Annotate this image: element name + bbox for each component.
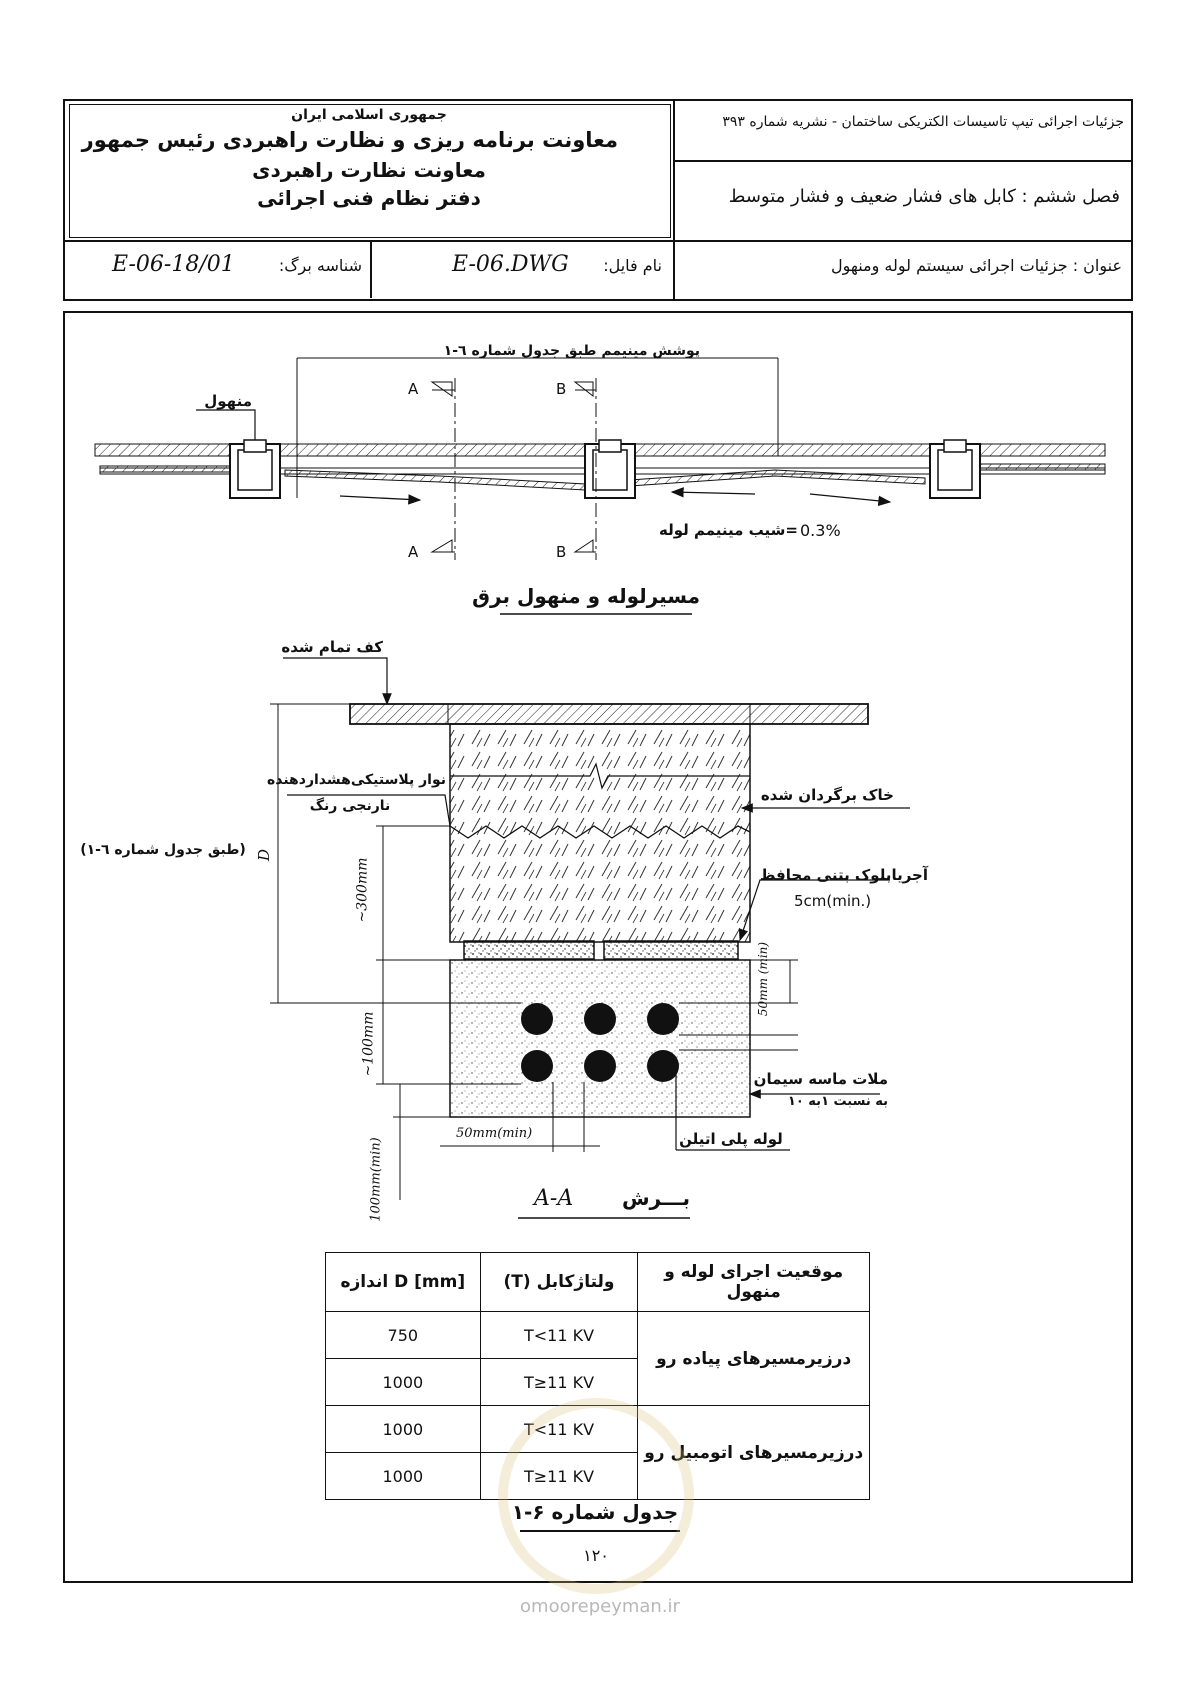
table-header-d: [mm] D اندازه — [326, 1253, 481, 1312]
table-cell-d: 1000 — [326, 1406, 481, 1453]
section-aa — [270, 658, 910, 1218]
warning-tape-label-1: نوار پلاستیکی‌هشدار‌دهنده — [266, 772, 446, 788]
dim-50-horizontal: 50mm(min) — [456, 1126, 533, 1141]
section-a-bottom: A — [408, 543, 419, 561]
brick-label-1: آجریابلوک بتنی محافظ — [759, 866, 928, 884]
pipe-route-profile — [95, 358, 1105, 560]
file-name: E-06.DWG — [452, 252, 569, 277]
depth-reference: (طبق جدول شماره ٦-١) — [80, 842, 246, 858]
section-caption-word: بـــرش — [621, 1186, 690, 1210]
warning-tape-label-2: نارنجی رنگ — [309, 798, 391, 814]
table-cell-voltage: T<11 KV — [480, 1406, 638, 1453]
page-number: ١٢٠ — [583, 1546, 609, 1565]
slope-label: =شیب مینیمم لوله — [658, 521, 798, 539]
manhole-label: منهول — [204, 392, 252, 410]
plan-caption: مسیرلوله و منهول برق — [472, 584, 700, 608]
slope-value: 0.3% — [800, 521, 841, 540]
manhole-right — [930, 440, 980, 498]
file-name-label: نام فایل: — [603, 256, 662, 275]
cover-note: پوشش مینیمم طبق جدول شماره ٦-١ — [443, 343, 700, 359]
sheet-id-label: شناسه برگ: — [278, 256, 362, 275]
org-line3: معاونت نظارت راهبردی — [252, 158, 486, 182]
watermark-seal — [498, 1398, 694, 1594]
section-caption-code: A-A — [534, 1186, 574, 1211]
table-group-sidewalk: درزیرمسیرهای پیاده رو — [638, 1312, 870, 1406]
table-cell-d: 750 — [326, 1312, 481, 1359]
table-cell-d: 1000 — [326, 1359, 481, 1406]
table-header-voltage: ولتاژکابل (T) — [480, 1253, 638, 1312]
table-cell-voltage: T≥11 KV — [480, 1453, 638, 1500]
mortar-label-1: ملات ماسه سیمان — [753, 1070, 888, 1088]
backfill-label: خاک برگردان شده — [760, 786, 894, 804]
org-line2: معاونت برنامه ریزی و نظارت راهبردی رئیس جمهور — [81, 128, 618, 152]
dim-300: ~300mm — [354, 857, 371, 923]
table-cell-voltage: T≥11 KV — [480, 1359, 638, 1406]
table-header-location: موقعیت اجرای لوله و منهول — [638, 1253, 870, 1312]
table-cell-d: 1000 — [326, 1453, 481, 1500]
table-header-row — [326, 1253, 870, 1312]
dim-100-min: 100mm(min) — [368, 1137, 384, 1222]
dim-100: ~100mm — [360, 1011, 377, 1077]
depth-symbol: D — [255, 848, 274, 862]
finished-floor-label: کف تمام شده — [281, 638, 383, 656]
table-caption: جدول شماره ۶-١ — [511, 1500, 679, 1524]
section-a-top: A — [408, 380, 419, 398]
mortar-label-2: به نسبت ١به ١٠ — [787, 1094, 888, 1109]
table-cell-voltage: T<11 KV — [480, 1312, 638, 1359]
publication-title: جزئیات اجرائی تیپ تاسیسات الکتریکی ساختمان - نشریه شماره ۳۹۳ — [722, 114, 1124, 130]
manhole-left — [230, 440, 280, 498]
sheet-title: عنوان : جزئیات اجرائی سیستم لوله ومنهول — [830, 256, 1122, 275]
org-line1: جمهوری اسلامی ایران — [291, 107, 447, 123]
chapter-title: فصل ششم : کابل های فشار ضعیف و فشار متوسط — [728, 186, 1120, 207]
org-line4: دفتر نظام فنی اجرائی — [257, 186, 481, 210]
brick-label-2: 5cm(min.) — [794, 892, 872, 910]
table-row — [326, 1312, 870, 1359]
manhole-middle — [585, 440, 635, 498]
pipe-label: لوله پلی اتیلن — [679, 1130, 783, 1148]
dim-50-vertical: 50mm (min) — [756, 941, 771, 1017]
section-b-bottom: B — [556, 543, 567, 561]
sheet-id: E-06-18/01 — [112, 252, 235, 277]
watermark-text: omoorepeyman.ir — [520, 1596, 680, 1617]
section-b-top: B — [556, 380, 567, 398]
table-group-roadway: درزیرمسیرهای اتومبیل رو — [638, 1406, 870, 1500]
